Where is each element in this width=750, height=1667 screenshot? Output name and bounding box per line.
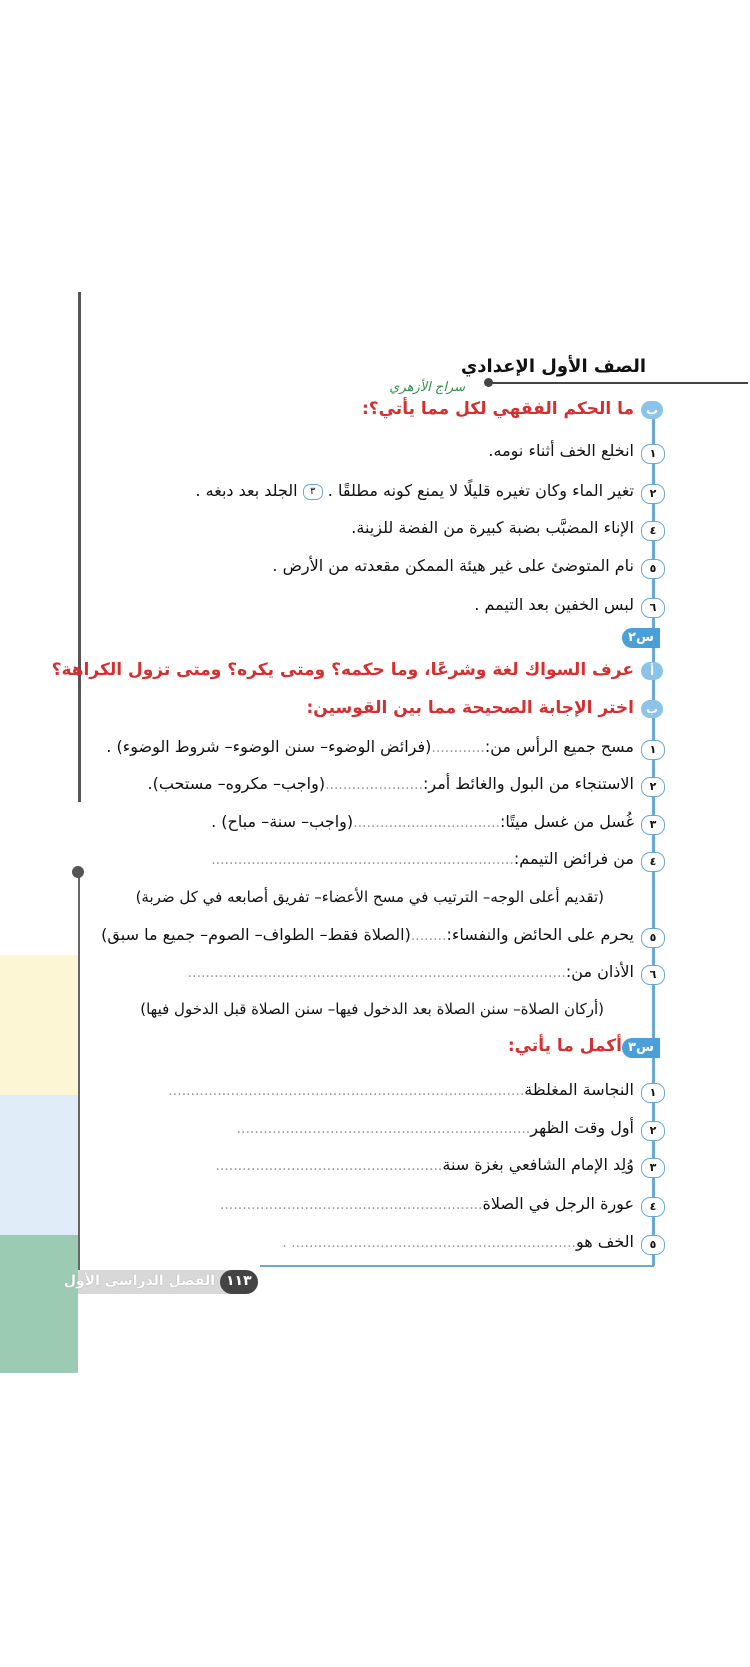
mcq-item (148, 774, 635, 793)
item-number: ١ (641, 1083, 665, 1103)
mcq-item (188, 962, 634, 981)
section-3-question: أكمل ما يأتي: (507, 1036, 622, 1056)
answer-blank: ........ (410, 928, 447, 944)
color-band-blue (0, 1095, 78, 1235)
item-number: ٣ (641, 815, 665, 835)
answer-blank: ..................................................................................... (187, 965, 566, 981)
mcq-stem: من فرائض التيمم: (513, 849, 634, 868)
item-number: ٤ (641, 521, 665, 541)
item-number: ٦ (641, 965, 665, 985)
answer-blank: .................................................................... (211, 852, 514, 868)
section-2b-question: اختر الإجابة الصحيحة مما بين القوسين: (306, 698, 634, 718)
side-gray-rule (78, 872, 80, 1272)
item-number: ١ (641, 740, 665, 760)
item-text-part: تغير الماء وكان تغيره قليلًا لا يمنع كونه مطلقًا . (327, 481, 634, 500)
side-gray-dot (72, 866, 84, 878)
section-2a-letter: أ (641, 662, 663, 680)
mcq-stem: الاستنجاء من البول والغائط أمر: (422, 774, 634, 793)
completion-item (237, 1118, 634, 1137)
item-number: ١ (641, 444, 665, 464)
mcq-options: (فرائض الوضوء– سنن الوضوء– شروط الوضوء) . (106, 737, 432, 756)
answer-blank: ............ (431, 740, 485, 756)
page-title: الصف الأول الإعدادي (460, 356, 646, 377)
item-text: انخلع الخف أثناء نومه. (488, 441, 634, 460)
mcq-item (211, 812, 634, 831)
section-b-letter: ب (641, 401, 663, 419)
item-number-inline: ٣ (303, 484, 323, 500)
item-number: ٢ (641, 484, 665, 504)
section-b-question: ما الحكم الفقهي لكل مما يأتي؟: (361, 399, 634, 419)
completion-stem: عورة الرجل في الصلاة (482, 1194, 634, 1213)
completion-item (168, 1080, 634, 1099)
item-number: ٥ (641, 1235, 665, 1255)
answer-blank: ................................................................................ (168, 1083, 525, 1099)
answer-blank: ................................................... (215, 1158, 443, 1174)
mcq-item (211, 849, 634, 868)
completion-stem: الخف هو (576, 1232, 634, 1251)
section-2-badge: س٢ (622, 628, 660, 648)
item-number: ٤ (641, 852, 665, 872)
completion-item (215, 1155, 634, 1174)
answer-blank: ................................................................ . (282, 1235, 576, 1251)
left-margin-rule (78, 292, 81, 802)
item-text: نام المتوضئ على غير هيئة الممكن مقعدته من الأرض . (272, 556, 634, 575)
mcq-stem: مسح جميع الرأس من: (484, 737, 634, 756)
section-2b-letter: ب (641, 700, 663, 718)
completion-item (220, 1194, 634, 1213)
completion-item (282, 1232, 634, 1251)
mcq-stem: يحرم على الحائض والنفساء: (446, 925, 634, 944)
color-band-green (0, 1235, 78, 1373)
completion-stem: أول وقت الظهر (530, 1118, 634, 1137)
mcq-options: (واجب– سنة– مباح) . (211, 812, 354, 831)
mcq-item (101, 925, 634, 944)
page-number: ١١٣ (226, 1273, 252, 1289)
completion-stem: وُلِد الإمام الشافعي بغزة سنة (442, 1155, 634, 1174)
brand-logo: سراج الأزهري (389, 380, 465, 395)
item-number: ٦ (641, 598, 665, 618)
mcq-item (106, 737, 634, 756)
color-band-yellow (0, 955, 78, 1095)
item-text: لبس الخفين بعد التيمم . (474, 595, 634, 614)
answer-blank: ........................................................... (219, 1197, 483, 1213)
item-number: ٥ (641, 559, 665, 579)
answer-blank: ................................. (353, 815, 500, 831)
content-bottom-rule (260, 1265, 654, 1267)
section-3-badge: س٣ (622, 1038, 660, 1058)
item-number: ٥ (641, 928, 665, 948)
answer-blank: ...................... (325, 777, 423, 793)
completion-stem: النجاسة المغلظة (524, 1080, 634, 1099)
mcq-options: (أركان الصلاة– سنن الصلاة بعد الدخول فيها– سنن الصلاة قبل الدخول فيها) (140, 1000, 604, 1018)
item-number: ٢ (641, 1121, 665, 1141)
mcq-options: (الصلاة فقط– الطواف– الصوم– جميع ما سبق) (101, 925, 411, 944)
item-number: ٤ (641, 1197, 665, 1217)
mcq-stem: غُسل من غسل ميتًا: (499, 812, 634, 831)
item-number: ٢ (641, 777, 665, 797)
item-text-part: الجلد بعد دبغه . (195, 481, 298, 500)
header-dot (484, 378, 493, 387)
mcq-options: (واجب– مكروه– مستحب). (147, 774, 326, 793)
header-rule (490, 382, 748, 384)
answer-blank: .................................................................. (236, 1121, 531, 1137)
mcq-stem: الأذان من: (565, 962, 634, 981)
item-text (195, 481, 634, 500)
mcq-options: (تقديم أعلى الوجه– الترتيب في مسح الأعضاء– تفريق أصابعه في كل ضربة) (135, 888, 604, 906)
section-2a-question: عرف السواك لغة وشرعًا، وما حكمه؟ ومتى يكره؟ ومتى تزول الكراهة؟ (51, 660, 634, 680)
item-number: ٣ (641, 1158, 665, 1178)
item-text: الإناء المضبَّب بضبة كبيرة من الفضة للزينة. (351, 518, 634, 537)
footer-label: الفصل الدراسي الأول (63, 1273, 215, 1289)
